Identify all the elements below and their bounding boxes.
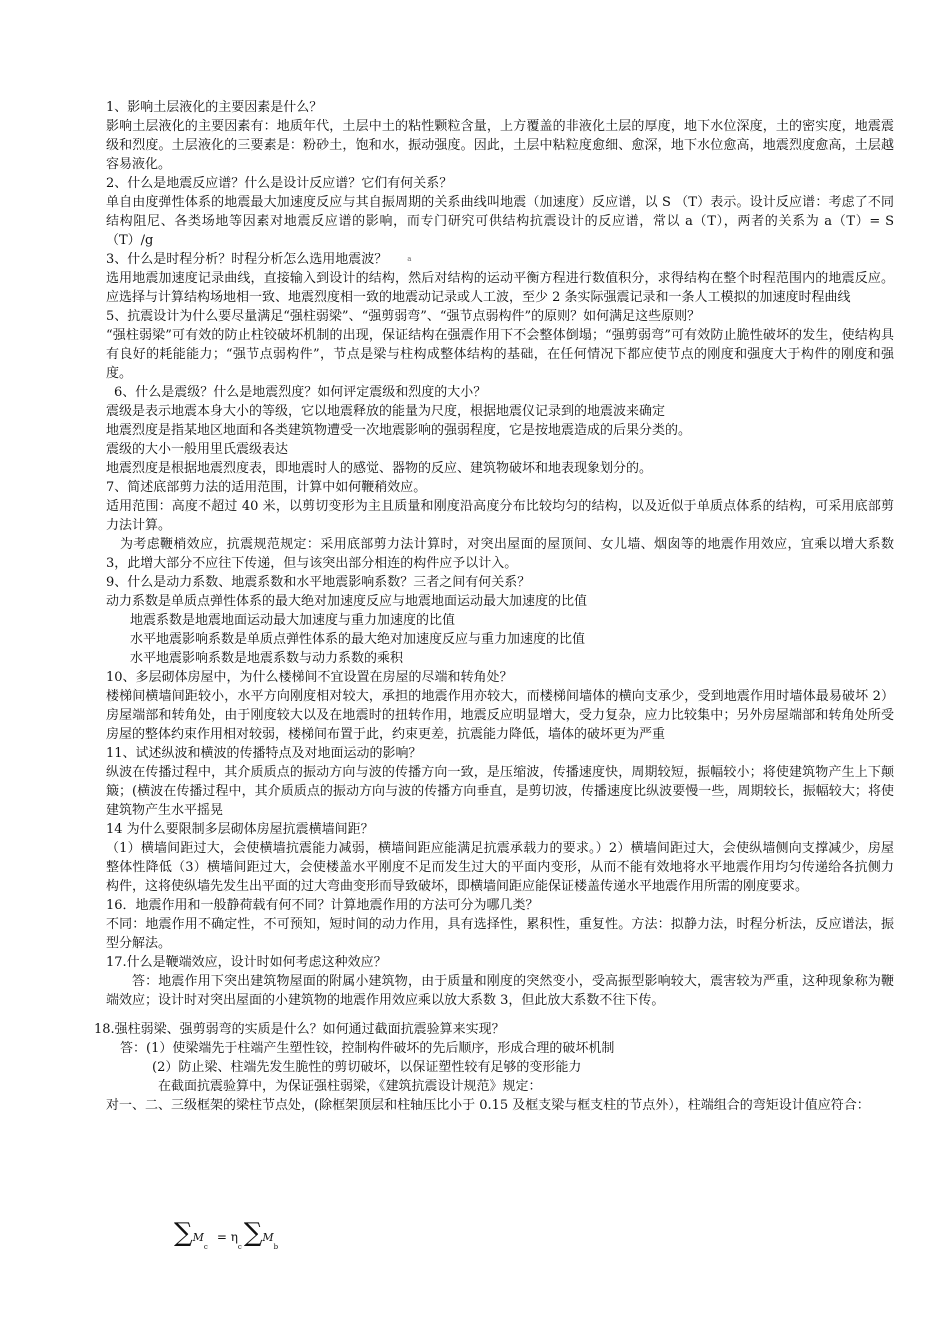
answer-1: 影响土层液化的主要因素有：地质年代，土层中土的粘性颗粒含量，上方覆盖的非液化土层的厚度，地下水位深度，土的密实度，地震震级和烈度。土层液化的三要素是：粉砂土，饱和水，振动强度。因此，土层中粘粒度愈细、愈深，地下水位愈高，地震烈度愈高，土层越容易液化。 xyxy=(106,119,894,172)
equals-eta: = η xyxy=(216,1230,238,1244)
answer-17: 答：地震作用下突出建筑物屋面的附属小建筑物，由于质量和刚度的突然变小，受高振型影响较大，震害较为严重，这种现象称为鞭端效应；设计时对突出屋面的小建筑物的地震作用效应乘以放大系数 3，但此放大系数不往下传。 xyxy=(106,974,894,1008)
sigma-right: ∑ xyxy=(243,1218,263,1248)
answer-11: 纵波在传播过程中，其介质质点的振动方向与波的传播方向一致，是压缩波，传播速度快，周期较短，振幅较小；将使建筑物产生上下颠簸；(横波在传播过程中，其介质质点的振动方向与波的传播方向垂直，是剪切波，传播速度比纵波要慢一些，周期较长，振幅较大；将使建筑物产生水平摇晃 xyxy=(106,765,894,818)
answer-9-line-4: 水平地震影响系数是地震系数与动力系数的乘积 xyxy=(130,651,404,666)
question-5: 5、抗震设计为什么要尽量满足“强柱弱梁”、“强剪弱弯”、“强节点弱构件”的原则？如何满足这些原则？ xyxy=(106,309,701,324)
answer-16: 不同：地震作用不确定性，不可预知，短时间的动力作用，具有选择性，累积性，重复性。方法：拟静力法，时程分析法，反应谱法，振型分解法。 xyxy=(106,917,894,951)
answer-18-line-1: 答：(1）使梁端先于柱端产生塑性铰，控制构件破坏的先后顺序，形成合理的破坏机制 xyxy=(120,1041,615,1056)
answer-6-line-2: 地震烈度是指某地区地面和各类建筑物遭受一次地震影响的强弱程度，它是按地震造成的后果分类的。 xyxy=(106,423,692,438)
moment-formula xyxy=(174,1218,279,1251)
answer-14: （1）横墙间距过大，会使横墙抗震能力减弱，横墙间距应能满足抗震承载力的要求。）2）横墙间距过大，会使纵墙侧向支撑减少，房屋整体性降低（3）横墙间距过大，会使楼盖水平刚度不足而发生过大的平面内变形，从而不能有效地将水平地震作用均匀传递给各抗侧力构件，这将使纵墙先发生出平面的过大弯曲变形而导致破坏，即横墙间距应能保证楼盖传递水平地震作用所需的刚度要求。 xyxy=(106,841,894,894)
answer-9-line-2: 地震系数是地震地面运动最大加速度与重力加速度的比值 xyxy=(130,613,456,628)
answer-9-line-3: 水平地震影响系数是单质点弹性体系的最大绝对加速度反应与重力加速度的比值 xyxy=(130,632,586,647)
eta-subscript: c xyxy=(237,1243,242,1251)
answer-18-line-4: 对一、二、三级框架的梁柱节点处，(除框架顶层和柱轴压比小于 0.15 及框支梁与框支柱的节点外），柱端组合的弯矩设计值应符合： xyxy=(106,1098,870,1113)
question-11: 11、试述纵波和横波的传播特点及对地面运动的影响？ xyxy=(106,746,422,761)
answer-5: “强柱弱梁”可有效的防止柱铰破坏机制的出现，保证结构在强震作用下不会整体倒塌；“强剪弱弯”可有效防止脆性破坏的发生，使结构具有良好的耗能能力；“强节点弱构件”，节点是梁与柱构成整体结构的基础，在任何情况下都应使节点的刚度和强度大于构件的刚度和强度。 xyxy=(106,328,894,381)
answer-6-line-3: 震级的大小一般用里氏震级表达 xyxy=(106,442,289,457)
question-3 xyxy=(106,250,894,269)
answer-3: 选用地震加速度记录曲线，直接输入到设计的结构，然后对结构的运动平衡方程进行数值积分，求得结构在整个时程范围内的地震反应。应选择与计算结构场地相一致、地震烈度相一致的地震动记录或人工波，至少 2 条实际强震记录和一条人工模拟的加速度时程曲线 xyxy=(106,271,894,305)
answer-18-line-2: (2）防止梁、柱端先发生脆性的剪切破坏，以保证塑性较有足够的变形能力 xyxy=(152,1060,582,1075)
answer-2: 单自由度弹性体系的地震最大加速度反应与其自振周期的关系曲线叫地震（加速度）反应谱，以 S （T）表示。设计反应谱：考虑了不同结构阻尼、各类场地等因素对地震反应谱的影响，而专门研究可供结构抗震设计的反应谱，常以 a（T），两者的关系为 a（T）= S （T）/g xyxy=(106,195,894,248)
answer-10: 楼梯间横墙间距较小，水平方向刚度相对较大，承担的地震作用亦较大，而楼梯间墙体的横向支承少，受到地震作用时墙体最易破坏 2）房屋端部和转角处，由于刚度较大以及在地震时的扭转作用，地震反应明显增大，受力复杂，应力比较集中；另外房屋端部和转角处所受房屋的整体约束作用相对较弱，楼梯间布置于此，约束更差，抗震能力降低，墙体的破坏更为严重 xyxy=(106,689,894,742)
moment-left: M xyxy=(192,1231,204,1244)
document-body xyxy=(94,98,894,1115)
question-14: 14 为什么要限制多层砌体房屋抗震横墙间距？ xyxy=(106,822,374,837)
question-16: 16．地震作用和一般静荷载有何不同？计算地震作用的方法可分为哪几类？ xyxy=(106,898,539,913)
answer-9-line-1: 动力系数是单质点弹性体系的最大绝对加速度反应与地震地面运动最大加速度的比值 xyxy=(106,594,588,609)
answer-6-line-4: 地震烈度是根据地震烈度表，即地震时人的感觉、器物的反应、建筑物破坏和地表现象划分的。 xyxy=(106,461,653,476)
question-9: 9、什么是动力系数、地震系数和水平地震影响系数？三者之间有何关系？ xyxy=(106,575,531,590)
answer-7-part-2: 为考虑鞭梢效应，抗震规范规定：采用底部剪力法计算时，对突出屋面的屋顶间、女儿墙、烟囱等的地震作用效应，宜乘以增大系数 3，此增大部分不应往下传递，但与该突出部分相连的构件应予以计入。 xyxy=(106,537,894,571)
question-10: 10、多层砌体房屋中，为什么楼梯间不宜设置在房屋的尽端和转角处？ xyxy=(106,670,513,685)
question-2: 2、什么是地震反应谱？什么是设计反应谱？它们有何关系？ xyxy=(106,176,453,191)
question-3-mark: a xyxy=(407,255,412,263)
moment-right-subscript: b xyxy=(273,1243,279,1251)
question-18: 18.强柱弱梁、强剪弱弯的实质是什么？如何通过截面抗震验算来实现？ xyxy=(94,1022,505,1037)
question-7: 7、简述底部剪力法的适用范围，计算中如何鞭稍效应。 xyxy=(106,480,427,495)
moment-right: M xyxy=(262,1231,274,1244)
question-6: 6、什么是震级？什么是地震烈度？如何评定震级和烈度的大小？ xyxy=(114,385,487,400)
sigma-left: ∑ xyxy=(174,1218,193,1248)
section-gap xyxy=(106,1010,894,1020)
answer-18-line-3: 在截面抗震验算中，为保证强柱弱梁，《建筑抗震设计规范》规定： xyxy=(158,1079,542,1094)
question-1: 1、影响土层液化的主要因素是什么？ xyxy=(106,100,323,115)
moment-left-subscript: c xyxy=(203,1243,208,1251)
question-17: 17.什么是鞭端效应，设计时如何考虑这种效应？ xyxy=(106,955,387,970)
question-3-text: 3、什么是时程分析？时程分析怎么选用地震波？ xyxy=(106,252,388,267)
answer-6-line-1: 震级是表示地震本身大小的等级，它以地震释放的能量为尺度，根据地震仪记录到的地震波来确定 xyxy=(106,404,666,419)
answer-7-part-1: 适用范围：高度不超过 40 米，以剪切变形为主且质量和刚度沿高度分布比较均匀的结构，以及近似于单质点体系的结构，可采用底部剪力法计算。 xyxy=(106,499,894,533)
